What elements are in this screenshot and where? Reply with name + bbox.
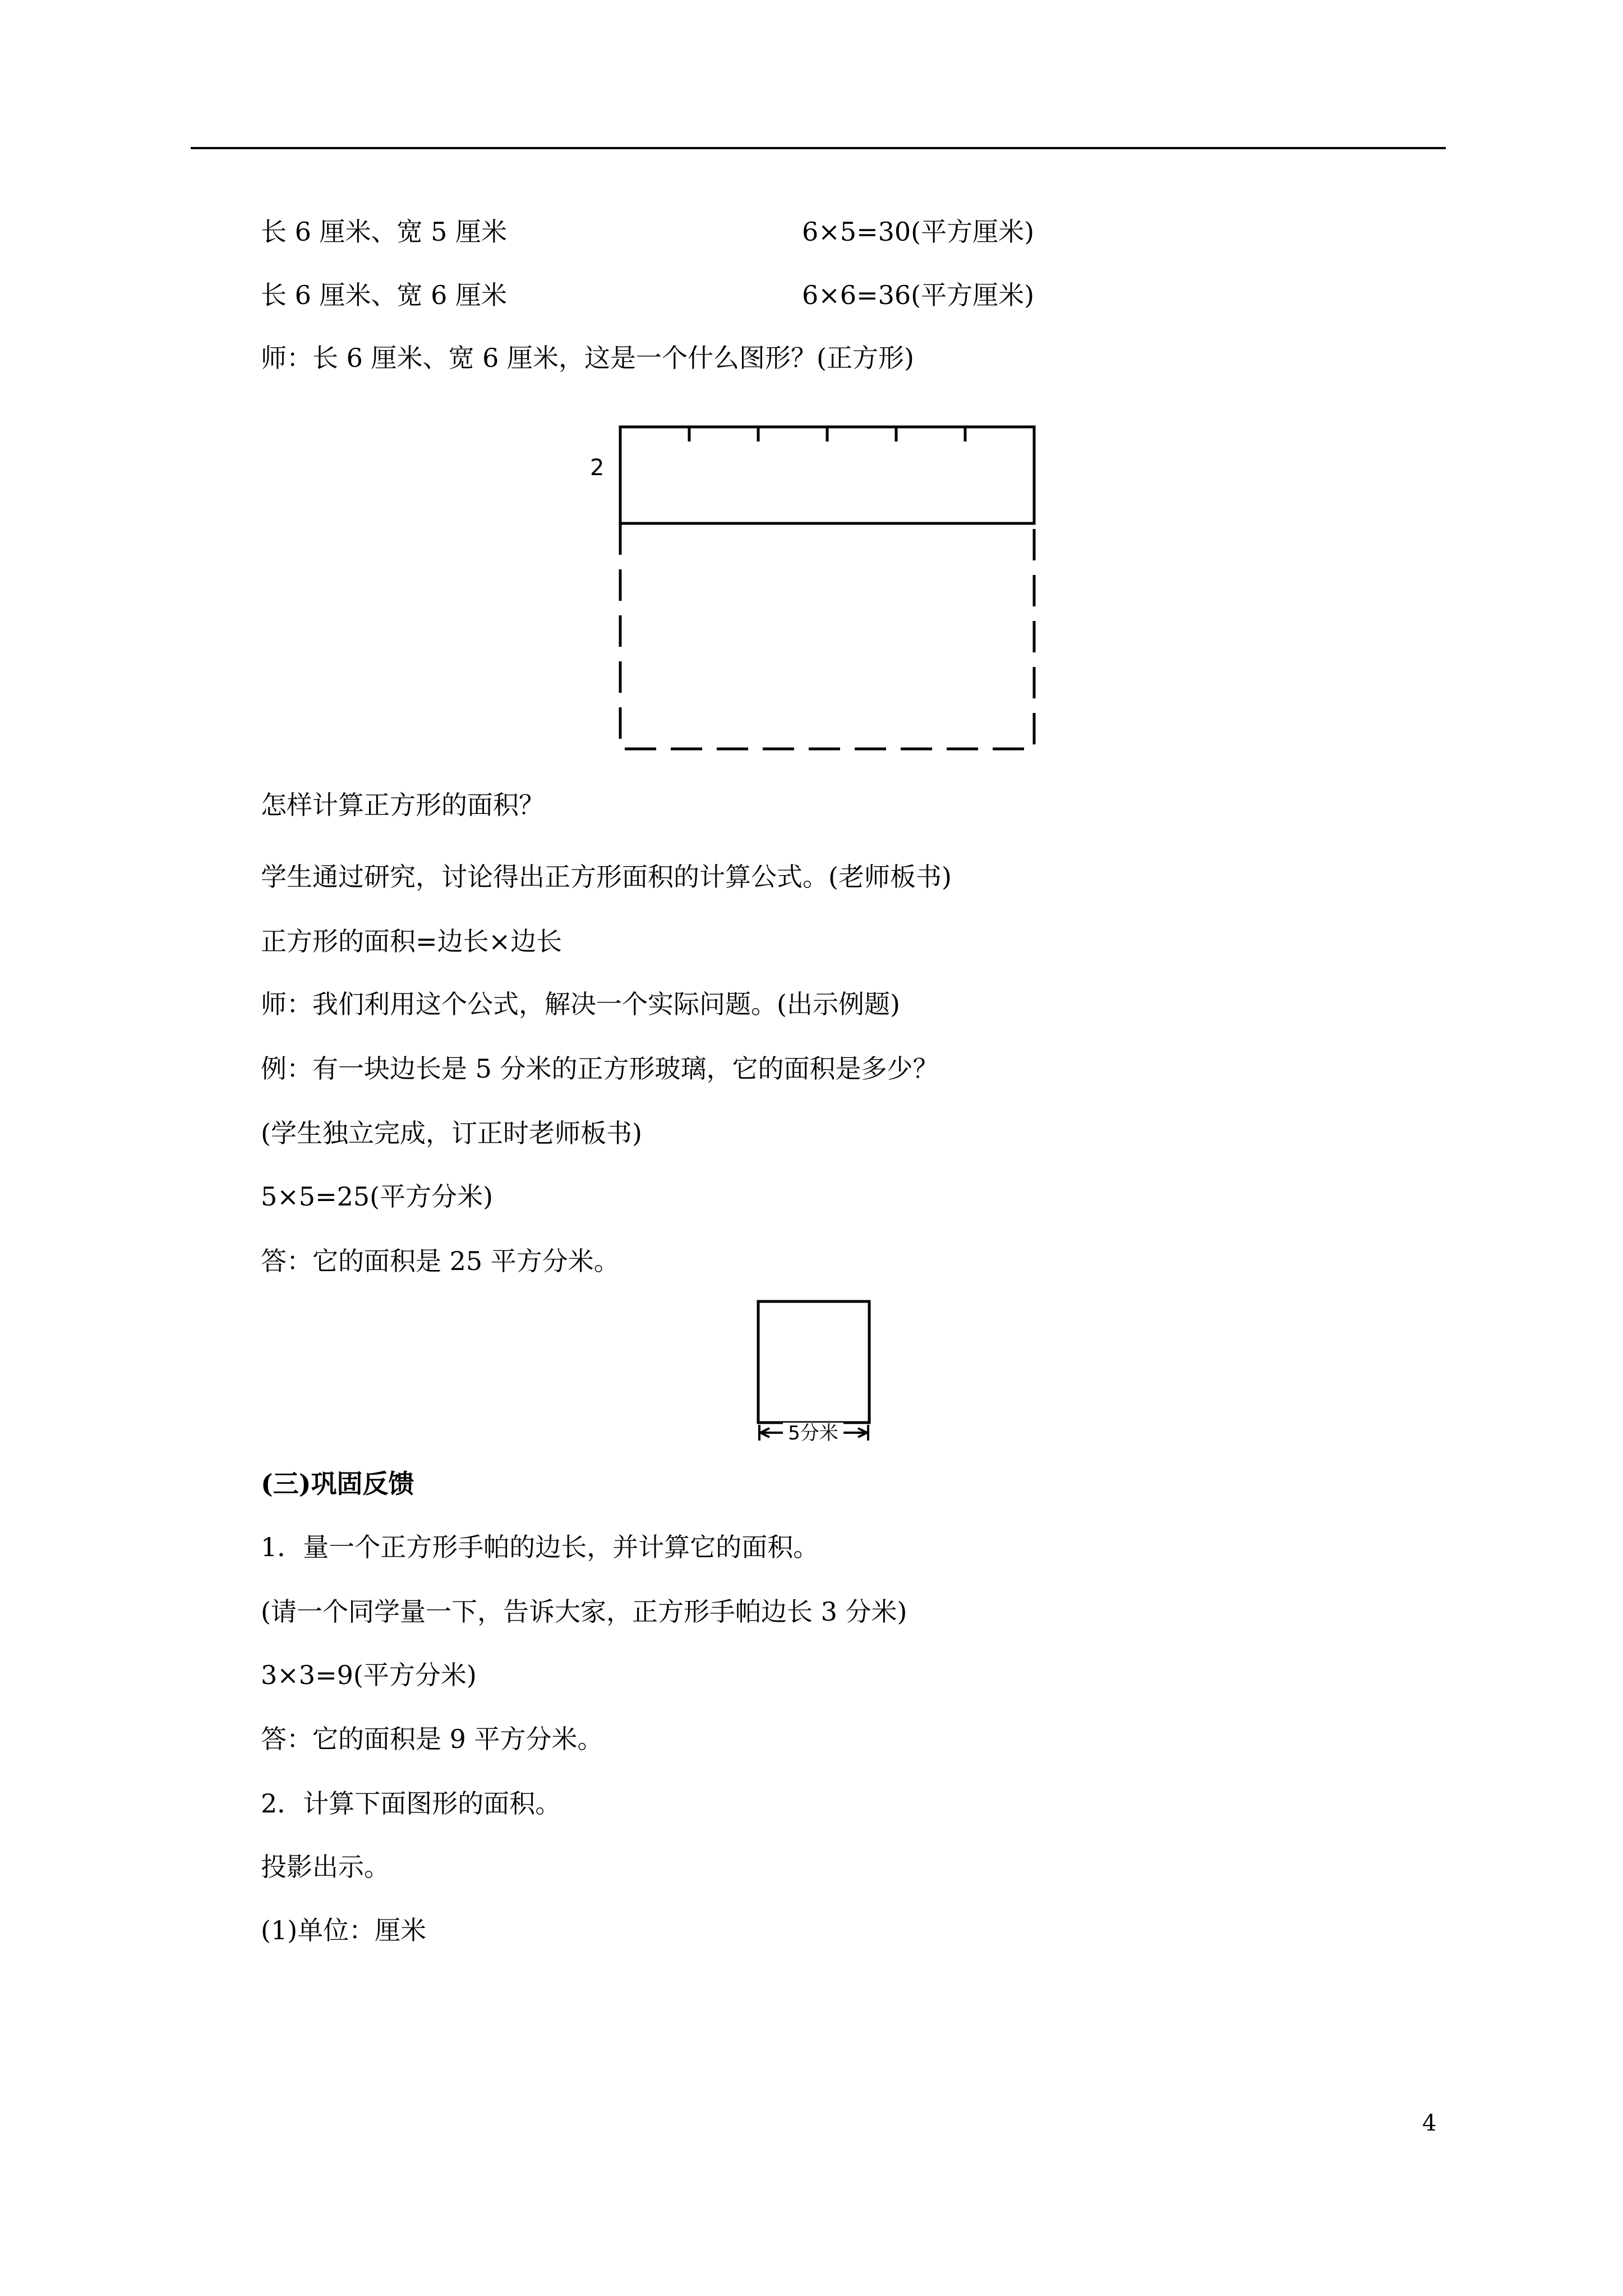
square-figure (751, 1296, 886, 1442)
answer-1: 答：它的面积是 25 平方分米。 (261, 1246, 620, 1276)
how-to-calc: 怎样计算正方形的面积？ (261, 790, 545, 820)
unit-label: (1)单位：厘米 (261, 1915, 427, 1945)
header-rule (191, 147, 1446, 149)
page-number: 4 (1422, 2110, 1437, 2136)
text-row1-right: 6×5=30(平方厘米) (802, 217, 1035, 247)
text-row2-left: 长 6 厘米、宽 6 厘米 (261, 280, 508, 310)
text-row2-right: 6×6=36(平方厘米) (802, 280, 1035, 310)
projection-note: 投影出示。 (261, 1852, 390, 1882)
section-heading-consolidation: (三)巩固反馈 (261, 1469, 414, 1499)
calculation-1: 5×5=25(平方分米) (261, 1181, 494, 1212)
example-question: 例：有一块边长是 5 分米的正方形玻璃，它的面积是多少？ (261, 1053, 939, 1084)
students-independent: (学生独立完成，订正时老师板书) (261, 1118, 642, 1148)
figure2-square (758, 1301, 869, 1423)
rectangle-extension-figure (583, 424, 1043, 760)
teacher-use-formula: 师：我们利用这个公式，解决一个实际问题。(出示例题) (261, 989, 900, 1019)
teacher-question: 师：长 6 厘米、宽 6 厘米，这是一个什么图形？(正方形) (261, 343, 914, 373)
answer-2: 答：它的面积是 9 平方分米。 (261, 1724, 603, 1754)
calculation-2: 3×3=9(平方分米) (261, 1660, 477, 1690)
figure2-width-label: 5分米 (788, 1422, 838, 1444)
area-formula: 正方形的面积=边长×边长 (261, 926, 562, 956)
question-1: 1．量一个正方形手帕的边长，并计算它的面积。 (261, 1532, 819, 1562)
students-discuss: 学生通过研究，讨论得出正方形面积的计算公式。(老师板书) (261, 862, 952, 892)
figure1-dashed-extension (620, 523, 1034, 749)
figure1-side-label: 2 (590, 455, 605, 481)
text-row1-left: 长 6 厘米、宽 5 厘米 (261, 217, 508, 247)
question-1-note: (请一个同学量一下，告诉大家，正方形手帕边长 3 分米) (261, 1596, 907, 1627)
question-2: 2．计算下面图形的面积。 (261, 1788, 561, 1819)
